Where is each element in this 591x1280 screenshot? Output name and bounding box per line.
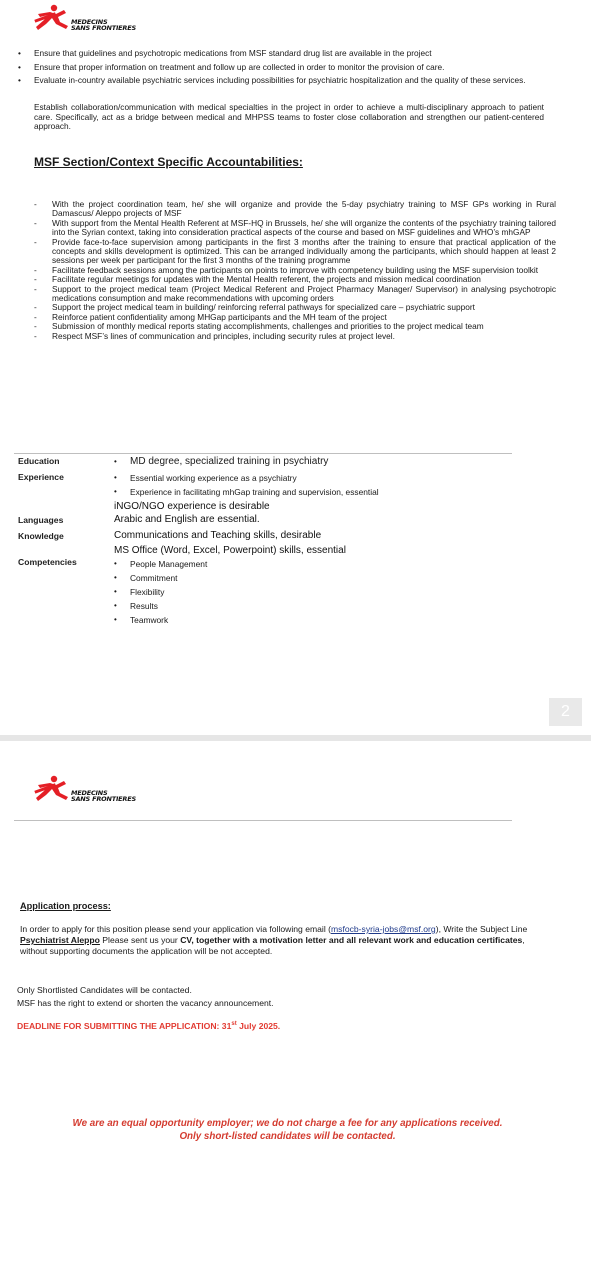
application-title: Application process:: [20, 901, 111, 911]
logo-line-2: SANS FRONTIERES: [71, 24, 136, 32]
logo-line-1: MEDECINS: [71, 788, 108, 797]
responsibility-bullets: [18, 49, 558, 86]
section-title: MSF Section/Context Specific Accountabilities:: [34, 155, 303, 169]
list-item: - Support the project medical team in building/ reinforcing referral pathways for specialized care – psychiatric support: [34, 302, 475, 313]
collaboration-paragraph: Establish collaboration/communication with medical specialties in the project in order to achieve a multi-disciplinary approach to patient care. Specifically, act as a bridge between medical and MHPSS teams to foster close collaboration and strengthen our patient-centered approach.: [34, 102, 544, 132]
logo-line-2: SANS FRONTIERES: [71, 795, 136, 803]
knowledge-item: MS Office (Word, Excel, Powerpoint) skills, essential: [114, 545, 346, 556]
document-page-1: MEDECINS SANS FRONTIERES • Ensure that guidelines and psychotropic medications from MSF standard drug list are available in the project • Ensure that proper information on treatment and follow up are collected in order to monitor the provision of care. • Evaluate in-country available psychiatric services including possibilities for psychiatric hospitalization and the quality of these services. Establish collaboration/communication with medical specialties in the project in order to achieve a multi-disciplinary approach to patient care. Specifically, act as a bridge between medical and MHPSS teams to foster close collaboration and strengthen our patient-centered approach. MSF Section/Context Specific Accountabilities: - With the project coordination team, he/ she will organize and provide the 5-day psychiatry training to MSF GPs working in Rural Damascus/ Aleppo projects of MSF - With support from the Mental Health Referent at MSF-HQ in Brussels, he/ she will organize the contents of the psychiatry training tailored into the Syrian context, taking into consideration practical aspects of the course and based on MSF guidelines and WHO’s mhGAP - Provide face-to-face supervision among participants in the first 3 months after the training to ensure that practical application of the concepts and skills development is optimized. This can be arranged individually among the participants, which should happen at least 2 sessions per week per participant for the first 3 months of the training programme - Facilitate feedback sessions among the participants on points to improve with competency building using the MSF supervision toolkit - Facilitate regular meetings for updates with the Mental Health referent, the projects and mission medical coordination - Support to the project medical team (Project Medical Referent and Project Pharmacy Manager/ Supervisor) in analysing psychotropic medications consumption and make recommendations with upcoming orders - Support the project medical team in building/ reinforcing referral pathways for specialized care – psychiatric support - Reinforce patient confidentiality among MHGap participants and the MH team of the project - Submission of monthly medical reports stating accomplishments, challenges and priorities to the project medical team - Respect MSF’s lines of communication and principles, including security rules at project level. Education • MD degree, specialized training in psychiatry Experience • Essential working experience as a psychiatry • Experience in facilitating mhGap training and supervision, essential iNGO/NGO experience is desirable Languages Arabic and English are essential. Knowledge Communications and Teaching skills, desirable MS Office (Word, Excel, Powerpoint) skills, essential Competencies • People Management • Commitment • Flexibility • Results • Teamwork 2: [0, 0, 591, 735]
msf-runner-icon: [34, 4, 70, 32]
bullet-item: • Ensure that proper information on treatment and follow up are collected in order to monitor the provision of care.: [18, 61, 445, 72]
bullet-item: • Ensure that guidelines and psychotropic medications from MSF standard drug list are available in the project: [18, 48, 432, 58]
experience-label: Experience: [18, 472, 64, 482]
vacancy-note: MSF has the right to extend or shorten the vacancy announcement.: [17, 998, 274, 1008]
knowledge-item: Communications and Teaching skills, desirable: [114, 530, 322, 541]
list-item: - Submission of monthly medical reports stating accomplishments, challenges and priorities to the project medical team: [34, 321, 484, 332]
shortlist-note: Only Shortlisted Candidates will be contacted.: [17, 985, 192, 995]
email-link[interactable]: msfocb-syria-jobs@msf.org: [330, 924, 436, 934]
experience-extra: iNGO/NGO experience is desirable: [114, 501, 270, 512]
education-label: Education: [18, 456, 60, 466]
bullet-item: • Evaluate in-country available psychiatric services including possibilities for psychiatric hospitalization and the quality of these services.: [18, 75, 526, 86]
logo-line-1: MEDECINS: [71, 17, 108, 26]
subject-line: Psychiatrist Aleppo: [20, 935, 100, 945]
list-item: - Provide face-to-face supervision among participants in the first 3 months after the training to ensure that practical application of the concepts and skills development is optimized. This can be arranged individually among the participants, which should happen at least 2 sessions per week per participant for the first 3 months of the training programme: [34, 236, 556, 266]
knowledge-label: Knowledge: [18, 531, 64, 541]
msf-logo: [34, 4, 136, 32]
deadline-notice: DEADLINE FOR SUBMITTING THE APPLICATION: 31st July 2025.: [17, 1021, 281, 1031]
application-instructions: In order to apply for this position please send your application via following email (msfocb-syria-jobs@msf.org), Write the Subject Line Psychiatrist Aleppo Please sent us your CV, together with a motivation letter and all relevant work and education certificates, without supporting documents the application will be not accepted.: [20, 924, 528, 956]
bullet-dot-icon: •: [18, 75, 21, 86]
document-page-2: [0, 741, 591, 1280]
required-documents: CV, together with a motivation letter and all relevant work and education certificates: [180, 935, 523, 945]
list-item: - Reinforce patient confidentiality among MHGap participants and the MH team of the project: [34, 311, 387, 322]
list-item: - Facilitate regular meetings for updates with the Mental Health referent, the projects and mission medical coordination: [34, 274, 481, 285]
languages-value: Arabic and English are essential.: [114, 514, 260, 525]
msf-logo: [34, 775, 136, 803]
list-item: - Facilitate feedback sessions among the participants on points to improve with competency building using the MSF supervision toolkit: [34, 264, 539, 275]
divider: [14, 820, 512, 821]
list-item: - With the project coordination team, he/ she will organize and provide the 5-day psychiatry training to MSF GPs working in Rural Damascus/ Aleppo projects of MSF: [34, 199, 556, 219]
bullet-dot-icon: •: [18, 48, 21, 58]
list-item: - With support from the Mental Health Referent at MSF-HQ in Brussels, he/ she will organize the contents of the psychiatry training tailored into the Syrian context, taking into consideration practical aspects of the course and based on MSF guidelines and WHO’s mhGAP: [34, 217, 556, 238]
list-item: - Respect MSF’s lines of communication and principles, including security rules at project level.: [34, 330, 395, 341]
competencies-label: Competencies: [18, 557, 77, 567]
list-item: - Support to the project medical team (Project Medical Referent and Project Pharmacy Manager/ Supervisor) in analysing psychotropic medications consumption and make recommendations with upcoming orders: [34, 283, 556, 304]
page-number-badge: 2: [549, 698, 582, 726]
accountabilities-list: [34, 200, 556, 341]
bullet-dot-icon: •: [18, 61, 21, 72]
equal-opportunity-statement: We are an equal opportunity employer; we do not charge a fee for any applications received. Only short-listed candidates will be contacted.: [72, 1118, 503, 1142]
divider: [14, 453, 512, 454]
languages-label: Languages: [18, 515, 64, 525]
msf-runner-icon: [34, 775, 70, 803]
